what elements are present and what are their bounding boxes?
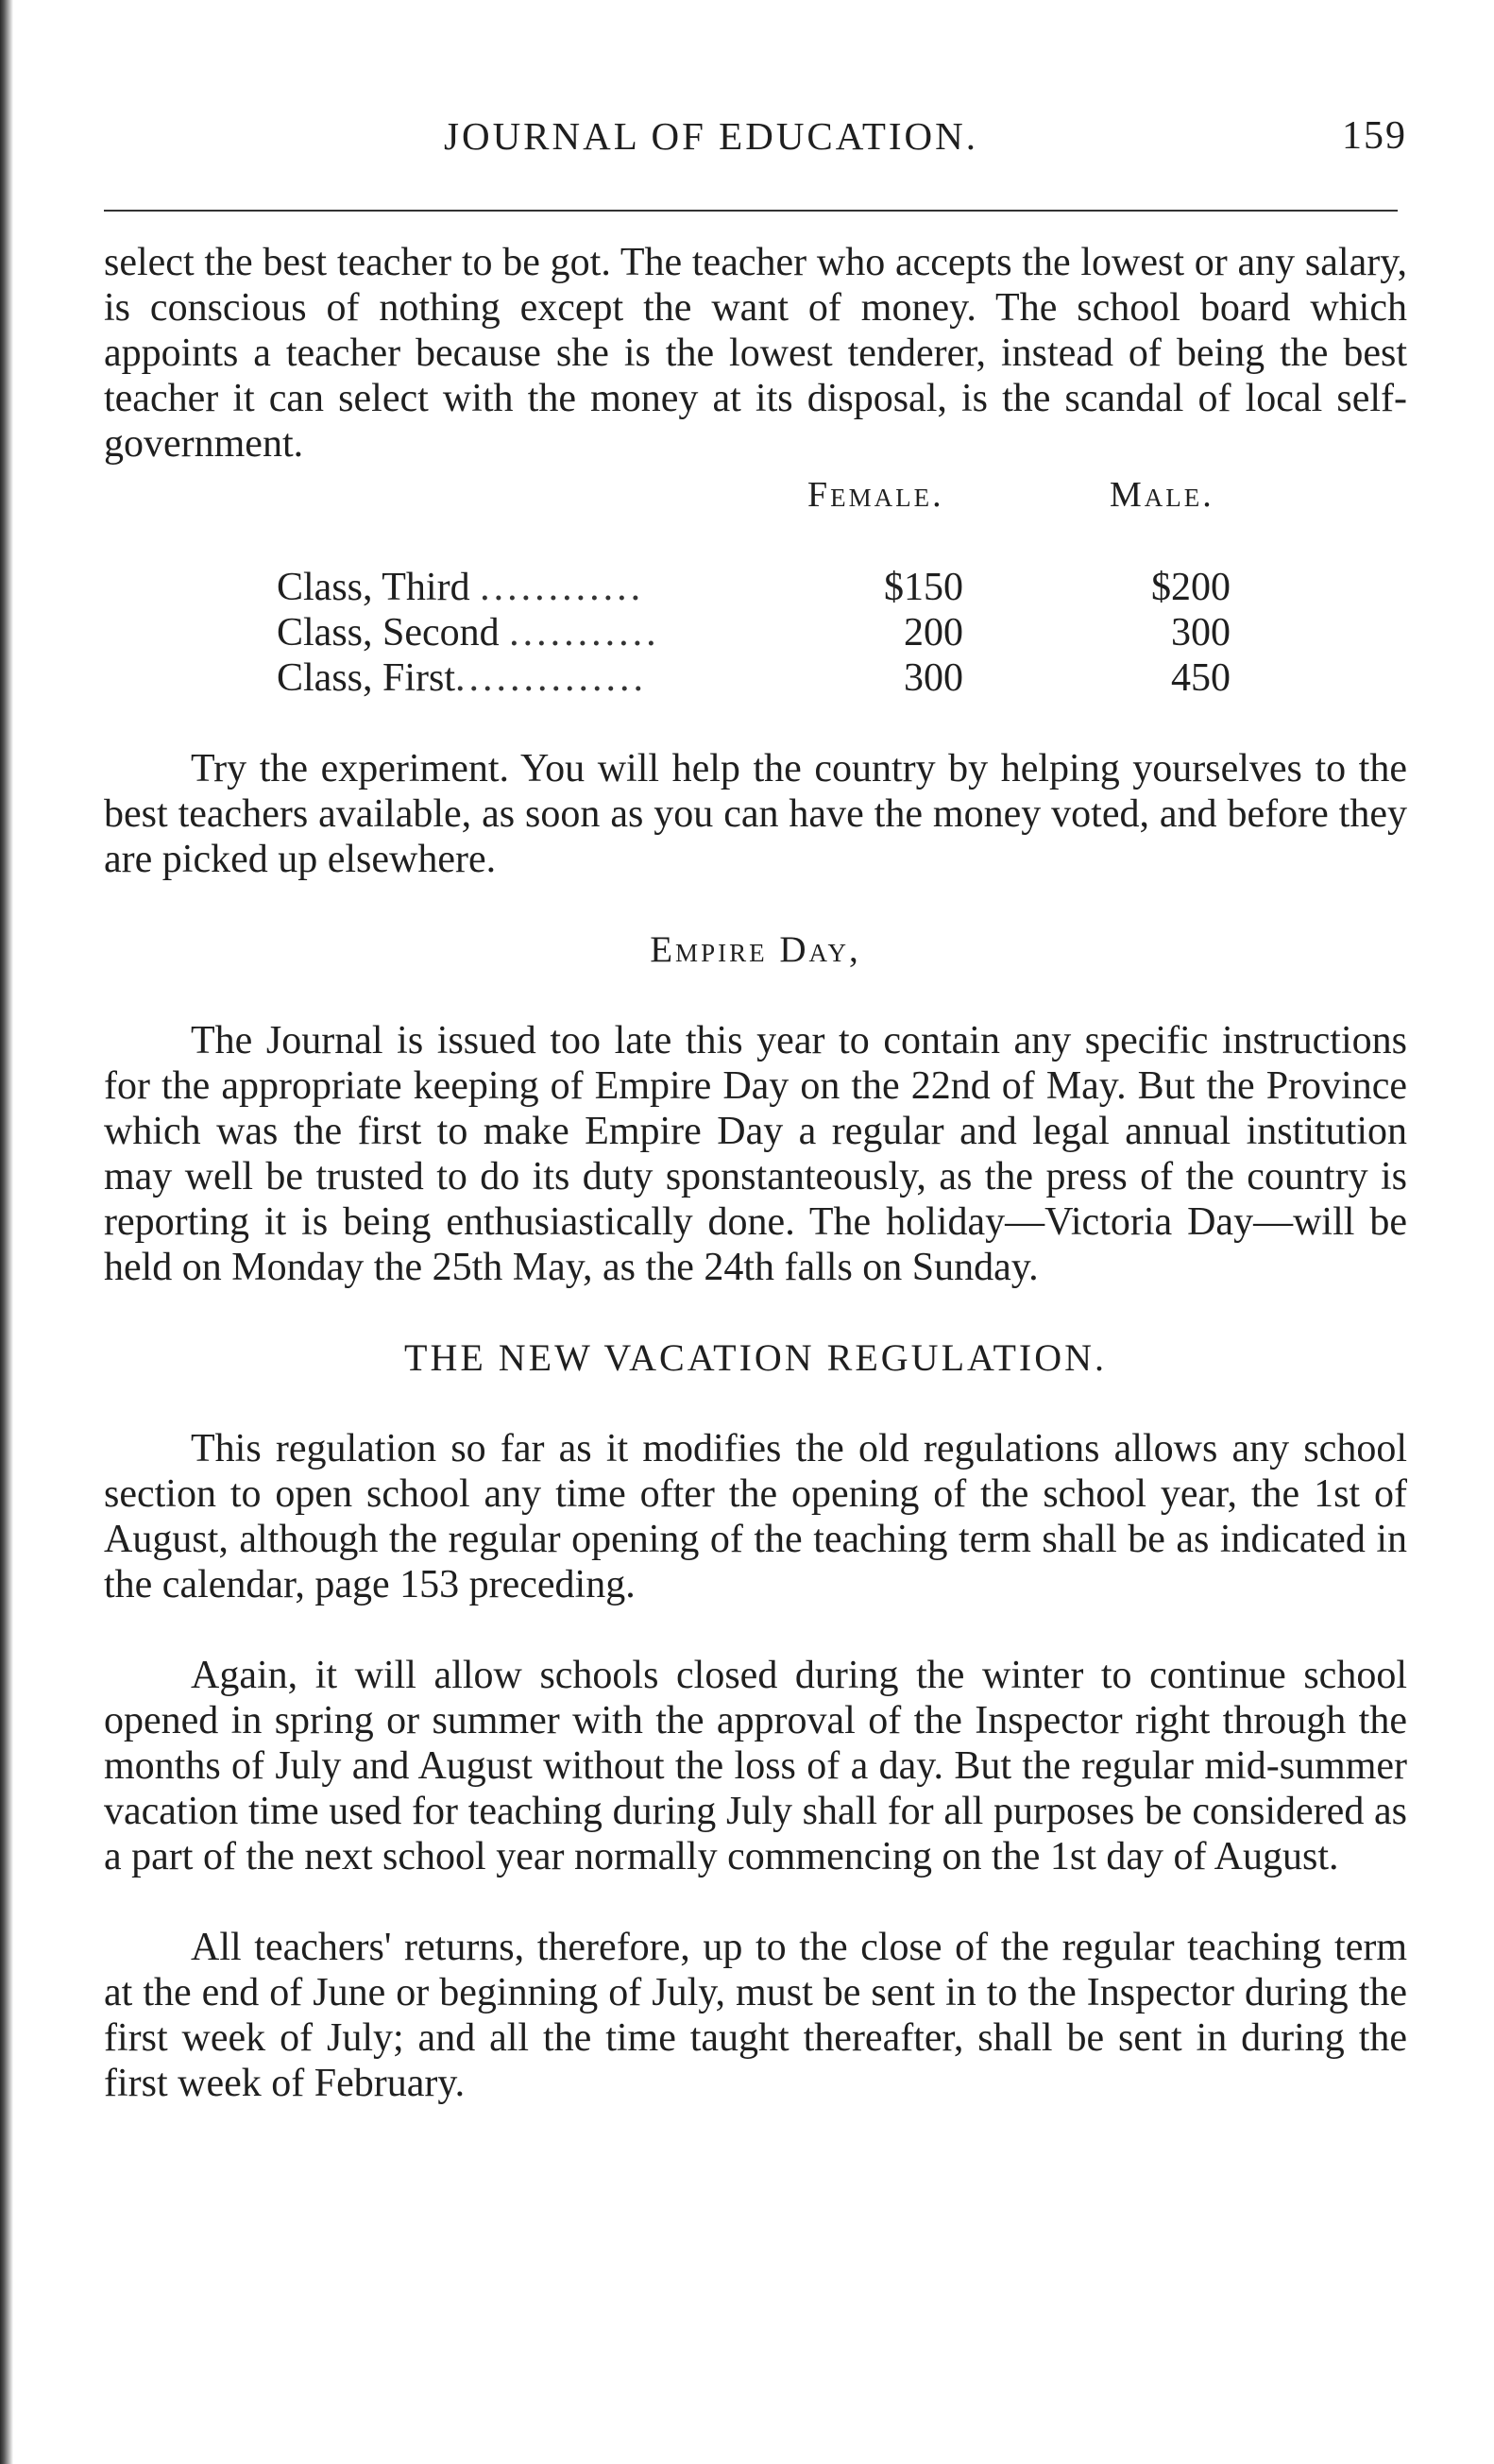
row-label: Class, Third ............ (277, 566, 645, 609)
female-salary: $150 (884, 566, 963, 609)
paragraph-experiment: Try the experiment. You will help the country by helping yourselves to the best teachers available, as soon as you can have the money voted, and before they are picked up elsewhere. (104, 747, 1407, 881)
paragraph-board-appointment: select the best teacher to be got. The teacher who accepts the lowest or any salary, is conscious of nothing except the want of money. The school board which appoints a teacher because she is the lowest tenderer, instead of being the best teacher it can select with the money at its disposal, is the scandal of local self-government. (104, 241, 1407, 466)
running-title: JOURNAL OF EDUCATION. (444, 114, 979, 158)
section-title-vacation-regulation: THE NEW VACATION REGULATION. (404, 1336, 1107, 1379)
salary-table-header (104, 467, 1407, 525)
row-label: Class, Second ........... (277, 611, 660, 654)
female-salary: 300 (904, 656, 963, 700)
female-salary: 200 (904, 611, 963, 654)
salary-table (104, 565, 1407, 701)
section-title-empire-day: Empire Day, (650, 929, 861, 970)
page-number: 159 (1342, 114, 1407, 158)
salary-row-second (104, 610, 1407, 655)
paragraph-regulation: This regulation so far as it modifies the old regulations allows any school section to open school any time ofter the opening of the school year, the 1st of August, although the regular opening of the teaching term shall be as indicated in the calendar, page 153 preceding. (104, 1427, 1407, 1606)
male-salary: $200 (1151, 566, 1231, 609)
column-male: Male. (1110, 475, 1214, 515)
paragraph-empire-day: The Journal is issued too late this year to contain any specific instructions for the appropriate keeping of Empire Day on the 22nd of May. But the Province which was the first to make Empire Day a regular and legal annual institution may well be trusted to do its duty sponstanteously, as the press of the country is reporting it is being enthusiastically done. The holiday—Victoria Day—will be held on Monday the 25th May, as the 24th falls on Sunday. (104, 1019, 1407, 1289)
page-edge-shadow (0, 0, 13, 2464)
salary-row-third (104, 565, 1407, 610)
running-head (104, 113, 1407, 179)
journal-page (104, 113, 1407, 2106)
male-salary: 450 (1171, 656, 1231, 700)
salary-row-first (104, 655, 1407, 701)
header-rule (104, 210, 1398, 212)
row-label: Class, First.............. (277, 656, 648, 700)
paragraph-teacher-returns: All teachers' returns, therefore, up to the close of the regular teaching term at the end of June or beginning of July, must be sent in to the Inspector during the first week of July; and all the time taught thereafter, shall be sent in during the first week of February. (104, 1926, 1407, 2105)
male-salary: 300 (1171, 611, 1231, 654)
paragraph-winter-schools: Again, it will allow schools closed during the winter to continue school opened in spring or summer with the approval of the Inspector right through the months of July and August without the loss of a day. But the regular mid-summer vacation time used for teaching during July shall for all purposes be considered as a part of the next school year normally commencing on the 1st day of August. (104, 1654, 1407, 1878)
column-female: Female. (807, 475, 944, 515)
